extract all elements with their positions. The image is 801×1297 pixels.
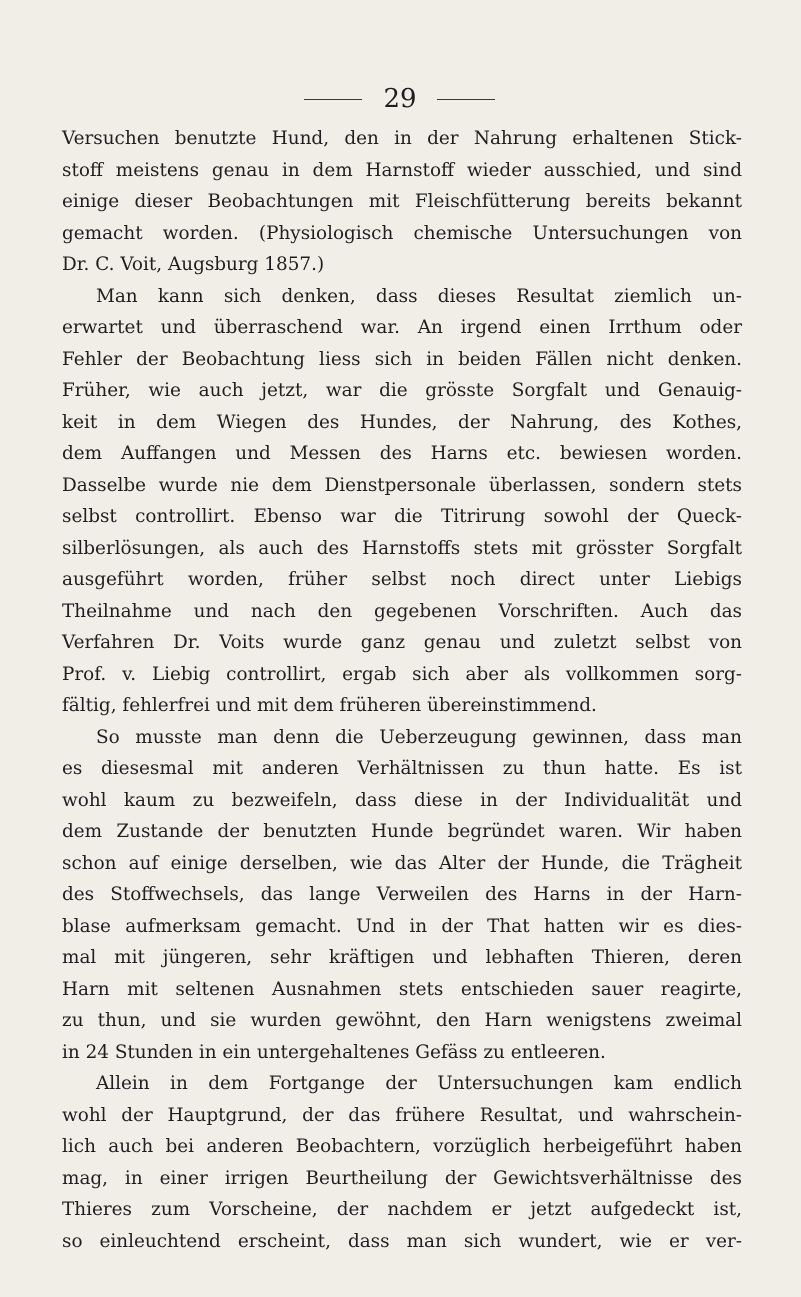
text-line: Thieres zum Vorscheine, der nachdem er jetzt aufgedeckt ist,: [62, 1199, 742, 1220]
text-line: Fehler der Beobachtung liess sich in beiden Fällen nicht denken.: [62, 348, 742, 370]
header-rule-left: [304, 99, 362, 100]
header-rule-right: [437, 99, 495, 100]
text-line: so einleuchtend erscheint, dass man sich wundert, wie er ver-: [62, 1230, 742, 1252]
text-line: Prof. v. Liebig controllirt, ergab sich aber als vollkommen sorg-: [62, 663, 742, 685]
text-line: Harn mit seltenen Ausnahmen stets entschieden sauer reagirte,: [62, 978, 742, 1000]
text-line: mal mit jüngeren, sehr kräftigen und lebhaften Thieren, deren: [62, 947, 742, 968]
text-line: des Stoffwechsels, das lange Verweilen des Harns in der Harn-: [62, 884, 742, 905]
body-text: [62, 123, 742, 1257]
text-line: Allein in dem Fortgange der Untersuchungen kam endlich: [96, 1073, 742, 1094]
text-line: Dr. C. Voit, Augsburg 1857.): [62, 254, 325, 275]
text-line: keit in dem Wiegen des Hundes, der Nahrung, des Kothes,: [62, 411, 742, 433]
text-line: Früher, wie auch jetzt, war die grösste Sorgfalt und Genauig-: [62, 380, 742, 401]
text-line: in 24 Stunden in ein untergehaltenes Gefäss zu entleeren.: [62, 1041, 606, 1063]
text-line: mag, in einer irrigen Beurtheilung der Gewichtsverhältnisse des: [62, 1167, 742, 1189]
text-line: selbst controllirt. Ebenso war die Titrirung sowohl der Queck-: [62, 506, 742, 527]
text-line: Dasselbe wurde nie dem Dienstpersonale überlassen, sondern stets: [62, 474, 742, 496]
text-line: erwartet und überraschend war. An irgend einen Irrthum oder: [62, 317, 742, 338]
text-line: Theilnahme und nach den gegebenen Vorschriften. Auch das: [62, 600, 742, 622]
text-line: einige dieser Beobachtungen mit Fleischfütterung bereits bekannt: [62, 191, 742, 212]
page-header: [0, 82, 801, 116]
text-line: So musste man denn die Ueberzeugung gewinnen, dass man: [96, 726, 742, 748]
text-line: dem Auffangen und Messen des Harns etc. bewiesen worden.: [62, 443, 742, 464]
text-line: ausgeführt worden, früher selbst noch direct unter Liebigs: [62, 569, 742, 590]
text-line: lich auch bei anderen Beobachtern, vorzüglich herbeigeführt haben: [62, 1136, 742, 1157]
page-number: 29: [383, 84, 417, 114]
text-line: blase aufmerksam gemacht. Und in der That hatten wir es dies-: [62, 915, 742, 937]
text-line: silberlösungen, als auch des Harnstoffs stets mit grösster Sorgfalt: [62, 537, 742, 559]
text-line: Versuchen benutzte Hund, den in der Nahrung erhaltenen Stick-: [62, 128, 742, 149]
text-line: schon auf einige derselben, wie das Alter der Hunde, die Trägheit: [62, 852, 742, 874]
text-line: stoff meistens genau in dem Harnstoff wieder ausschied, und sind: [62, 159, 742, 181]
text-line: dem Zustande der benutzten Hunde begründet waren. Wir haben: [62, 821, 742, 842]
text-line: zu thun, und sie wurden gewöhnt, den Harn wenigstens zweimal: [62, 1010, 742, 1031]
text-line: Man kann sich denken, dass dieses Resultat ziemlich un-: [96, 285, 742, 307]
text-line: wohl kaum zu bezweifeln, dass diese in der Individualität und: [62, 789, 742, 811]
text-line: wohl der Hauptgrund, der das frühere Resultat, und wahrschein-: [62, 1104, 742, 1126]
text-line: fältig, fehlerfrei und mit dem früheren übereinstimmend.: [62, 695, 597, 716]
text-line: Verfahren Dr. Voits wurde ganz genau und zuletzt selbst von: [62, 632, 742, 653]
text-line: gemacht worden. (Physiologisch chemische Untersuchungen von: [62, 222, 742, 244]
text-line: es diesesmal mit anderen Verhältnissen zu thun hatte. Es ist: [62, 758, 742, 779]
